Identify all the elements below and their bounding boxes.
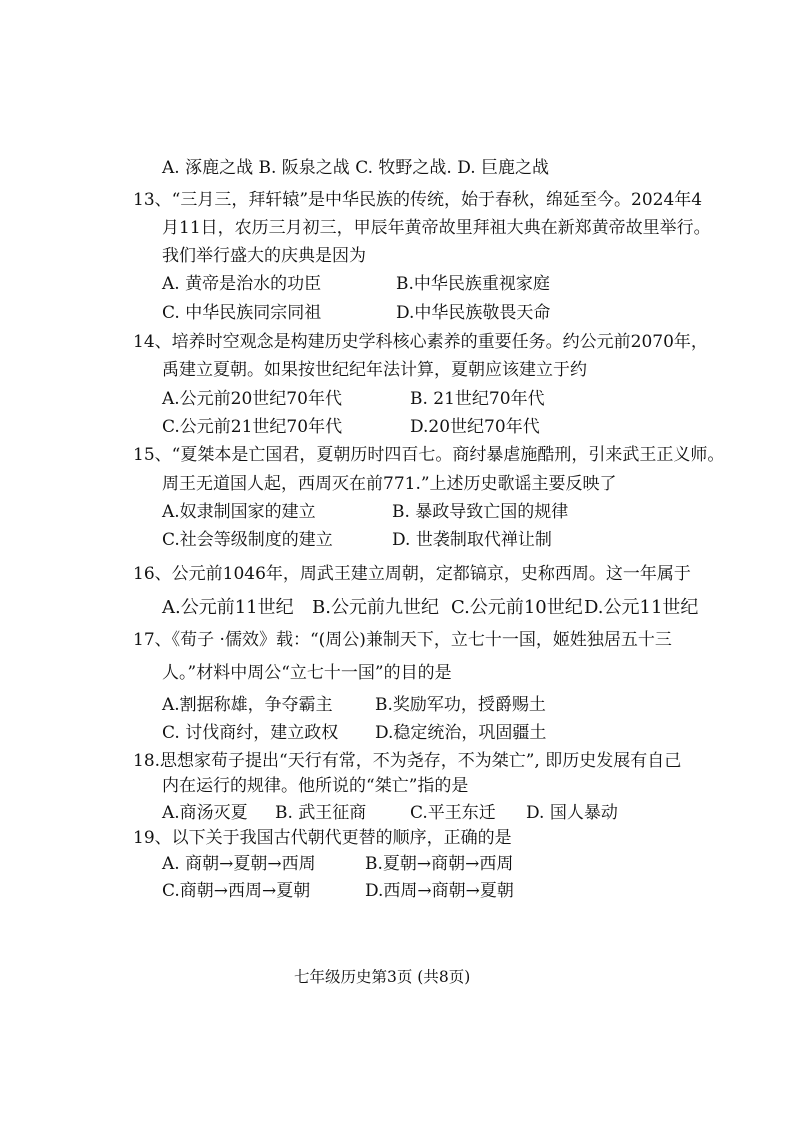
q15-option-b: B. 暴政导致亡国的规律 [392, 502, 569, 522]
q13-option-d: D.中华民族敬畏天命 [396, 303, 551, 323]
q16-option-b: B.公元前九世纪 [312, 597, 439, 618]
q12-options: A. 涿鹿之战 B. 阪泉之战 C. 牧野之战. D. 巨鹿之战 [162, 158, 550, 178]
q13-stem-line1: 13、“三月三，拜轩辕”是中华民族的传统，始于春秋，绵延至今。2024年4 [133, 190, 703, 210]
page-footer: 七年级历史第3页 (共8页) [294, 968, 471, 986]
q13-option-a: A. 黄帝是治水的功臣 [162, 274, 322, 294]
q16-option-d: D.公元11世纪 [584, 597, 699, 618]
q18-option-b: B. 武王征商 [275, 803, 367, 823]
q17-option-b: B.奖励军功，授爵赐土 [375, 695, 546, 715]
q14-option-d: D.20世纪70年代 [410, 417, 540, 437]
q19-option-b: B.夏朝→商朝→西周 [365, 854, 514, 874]
q14-option-c: C.公元前21世纪70年代 [162, 417, 343, 437]
q16-option-a: A.公元前11世纪 [162, 597, 294, 618]
q17-option-d: D.稳定统治，巩固疆土 [375, 723, 547, 743]
q18-option-d: D. 国人暴动 [526, 803, 618, 823]
q17-stem-line2: 人。”材料中周公“立七十一国”的目的是 [162, 663, 452, 683]
q14-stem-line1: 14、培养时空观念是构建历史学科核心素养的重要任务。约公元前2070年， [133, 332, 708, 352]
q13-option-c: C. 中华民族同宗同祖 [162, 303, 322, 323]
q18-option-a: A.商汤灭夏 [162, 803, 248, 823]
q18-stem-line2: 内在运行的规律。他所说的“桀亡”指的是 [162, 776, 469, 796]
q17-option-a: A.割据称雄，争夺霸主 [162, 695, 333, 715]
q15-stem-line2: 周王无道国人起，西周灭在前771.”上述历史歌谣主要反映了 [162, 474, 617, 494]
q14-stem-line2: 禹建立夏朝。如果按世纪纪年法计算，夏朝应该建立于约 [162, 360, 587, 380]
q19-option-a: A. 商朝→夏朝→西周 [162, 854, 316, 874]
q16-option-c: C.公元前10世纪 [451, 597, 583, 618]
q13-option-b: B.中华民族重视家庭 [396, 274, 550, 294]
q18-stem-line1: 18.思想家荀子提出“天行有常，不为尧存，不为桀亡”, 即历史发展有自己 [133, 751, 682, 771]
q13-stem-line2: 月11日，农历三月初三，甲辰年黄帝故里拜祖大典在新郑黄帝故里举行。 [162, 218, 711, 238]
q17-option-c: C. 讨伐商纣，建立政权 [162, 723, 339, 743]
q15-option-d: D. 世袭制取代禅让制 [392, 530, 552, 550]
q19-option-d: D.西周→商朝→夏朝 [365, 881, 514, 901]
q19-option-c: C.商朝→西周→夏朝 [162, 881, 311, 901]
q18-option-c: C.平王东迁 [410, 803, 496, 823]
q15-option-a: A.奴隶制国家的建立 [162, 502, 316, 522]
q16-stem-line1: 16、公元前1046年，周武王建立周朝，定都镐京，史称西周。这一年属于 [133, 564, 691, 584]
q19-stem-line1: 19、以下关于我国古代朝代更替的顺序，正确的是 [133, 828, 512, 848]
q15-option-c: C.社会等级制度的建立 [162, 530, 333, 550]
q17-stem-line1: 17、《荀子 ·儒效》载：“(周公)兼制天下，立七十一国，姬姓独居五十三 [133, 630, 672, 650]
q14-option-b: B. 21世纪70年代 [410, 389, 545, 409]
q15-stem-line1: 15、“夏桀本是亡国君，夏朝历时四百七。商纣暴虐施酷刑，引来武王正义师。 [133, 445, 725, 465]
q13-stem-line3: 我们举行盛大的庆典是因为 [162, 246, 366, 266]
q14-option-a: A.公元前20世纪70年代 [162, 389, 342, 409]
